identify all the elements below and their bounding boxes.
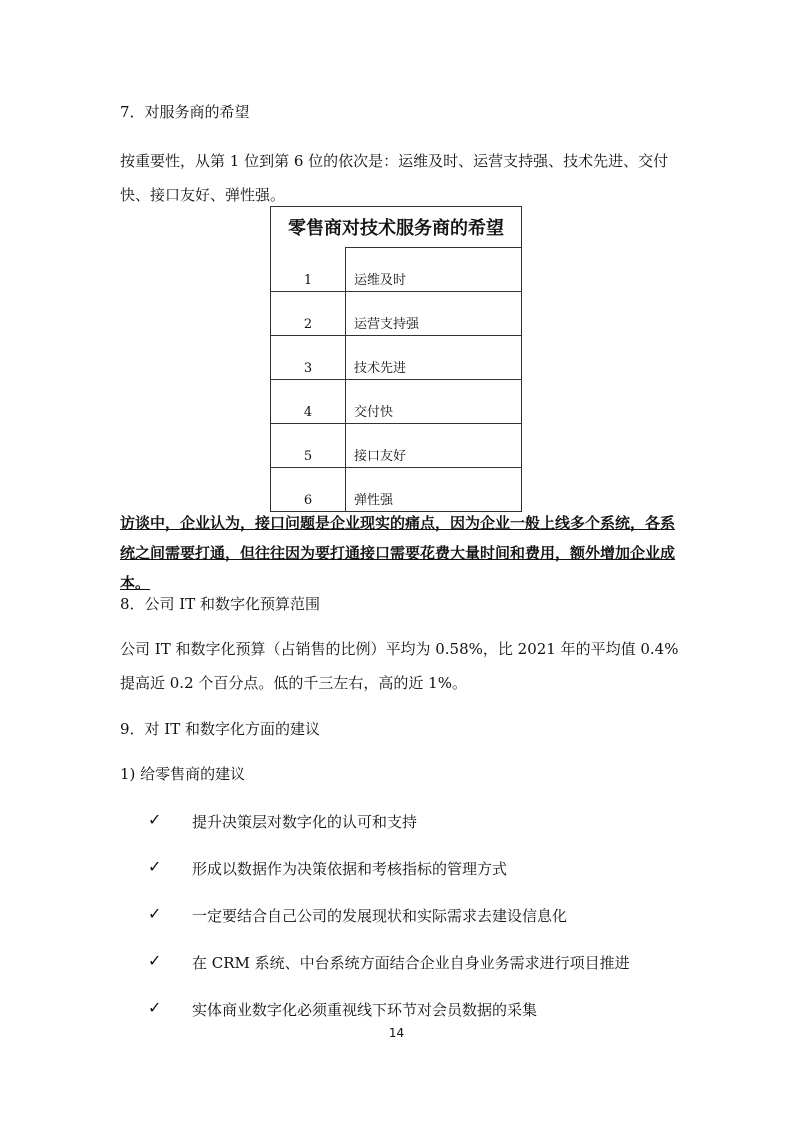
check-icon: ✓	[148, 951, 162, 970]
table-row	[271, 248, 522, 292]
list-item: 一定要结合自己公司的发展现状和实际需求去建设信息化	[192, 907, 568, 925]
section-7-heading: 7．对服务商的希望	[120, 103, 250, 121]
rank-cell: 1	[271, 248, 346, 292]
table-caption: 零售商对技术服务商的希望	[271, 207, 522, 248]
table-row	[271, 468, 522, 512]
label-cell: 运营支持强	[346, 292, 522, 336]
label-cell: 交付快	[346, 380, 522, 424]
table-row	[271, 336, 522, 380]
rank-cell: 6	[271, 468, 346, 512]
list-item: 形成以数据作为决策依据和考核指标的管理方式	[192, 860, 508, 878]
table-row	[271, 292, 522, 336]
check-icon: ✓	[148, 810, 162, 829]
table-row	[271, 424, 522, 468]
section-9-heading: 9．对 IT 和数字化方面的建议	[120, 720, 321, 738]
rank-cell: 5	[271, 424, 346, 468]
section-9-subheading: 1) 给零售商的建议	[120, 765, 246, 783]
list-item: 在 CRM 系统、中台系统方面结合企业自身业务需求进行项目推进	[192, 954, 630, 972]
check-icon: ✓	[148, 857, 162, 876]
label-cell: 技术先进	[346, 336, 522, 380]
list-item: 实体商业数字化必须重视线下环节对会员数据的采集	[192, 1001, 538, 1019]
section-8-paragraph: 公司 IT 和数字化预算（占销售的比例）平均为 0.58%，比 2021 年的平均值 0.4%提高近 0.2 个百分点。低的千三左右，高的近 1%。	[120, 640, 679, 692]
list-item: 提升决策层对数字化的认可和支持	[192, 813, 418, 831]
label-cell: 运维及时	[346, 248, 522, 292]
section-8-heading: 8．公司 IT 和数字化预算范围	[120, 595, 321, 613]
page-number: 14	[388, 1026, 405, 1040]
rank-cell: 3	[271, 336, 346, 380]
label-cell: 接口友好	[346, 424, 522, 468]
section-7-paragraph: 按重要性，从第 1 位到第 6 位的依次是：运维及时、运营支持强、技术先进、交付快、接口友好、弹性强。	[120, 152, 669, 204]
rank-cell: 4	[271, 380, 346, 424]
label-cell: 弹性强	[346, 468, 522, 512]
rank-cell: 2	[271, 292, 346, 336]
check-icon: ✓	[148, 998, 162, 1017]
interview-note: 访谈中，企业认为，接口问题是企业现实的痛点，因为企业一般上线多个系统，各系统之间需要打通，但往往因为要打通接口需要花费大量时间和费用，额外增加企业成本。	[120, 514, 676, 592]
expectations-table	[270, 206, 522, 512]
check-icon: ✓	[148, 904, 162, 923]
table-row	[271, 380, 522, 424]
